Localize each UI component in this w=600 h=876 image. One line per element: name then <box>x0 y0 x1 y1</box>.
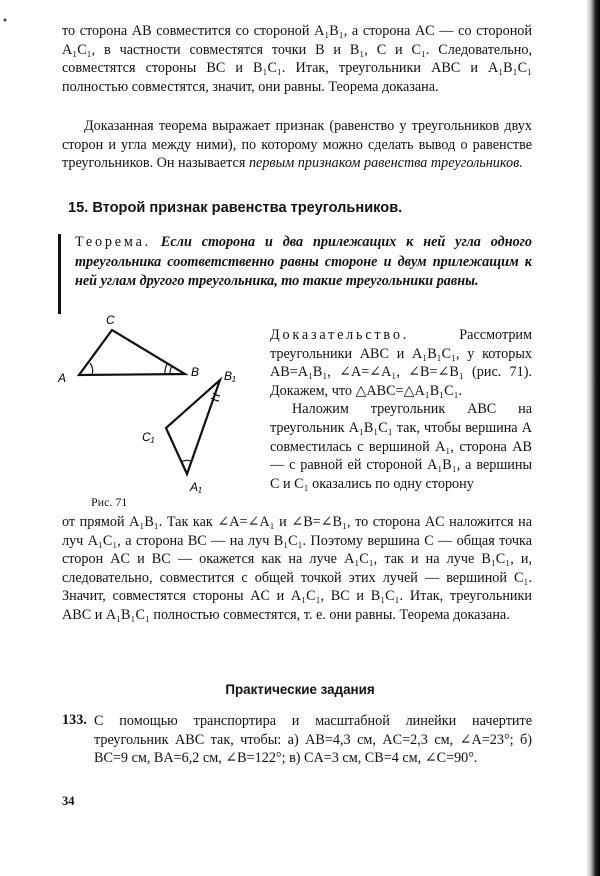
figure-caption: Рис. 71 <box>91 495 128 509</box>
figure-71 <box>50 308 260 493</box>
theorem-block <box>75 233 532 292</box>
section-title: 15. Второй признак равенства треугольников. <box>68 200 403 216</box>
label-a: A <box>58 371 67 385</box>
angle-a-arc <box>90 363 93 375</box>
label-b: B <box>191 365 200 379</box>
proof-continuation: от прямой A₁B₁. Так как ∠A=∠A₁ и ∠B=∠B₁, то сторона AC наложится на луч A₁C₁, а сторона BC — на луч B₁C₁. Поэтому вершина C — общая точка сторон AC и BC — окажется как на луче A₁C₁, так и на луче B₁C₁, и, следовательно, совместится с общей точкой этих лучей — вершиной C₁. Значит, совместятся стороны AC и A₁C₁, BC и B₁C₁. Итак, треугольники ABC и A₁B₁C₁ полностью совместятся, т. е. они равны. Теорема доказана. <box>62 514 532 623</box>
intro-paragraph-2-text: Доказанная теорема выражает признак (равенство у треугольников двух сторон и угла между ними), по которому можно сделать вывод о равенстве треугольников. Он называется <box>62 118 532 172</box>
proof-text-2: Наложим треугольник ABC на треугольник A₁B₁C₁ так, чтобы вершина A совместилась с вершиной A₁, сторона AB — с равной ей стороной A₁B₁, а вершины C и C₁ оказались по одну сторону <box>270 401 532 492</box>
label-c: C <box>106 313 115 327</box>
label-b1: B₁ <box>224 369 236 383</box>
label-a1: A₁ <box>190 480 202 493</box>
proof-label: Доказательство. <box>270 327 410 343</box>
proof-text-1: Рассмотрим треугольники ABC и A₁B₁C₁, у которых AB=A₁B₁, ∠A=∠A₁, ∠B=∠B₁ (рис. 71). Докажем, что △ABC=△A₁B₁C₁. <box>270 327 532 399</box>
label-c1: C₁ <box>142 430 155 444</box>
theorem-margin-bar <box>58 234 61 314</box>
intro-paragraph-1: то сторона AB совместится со стороной A₁B₁, а сторона AC — со стороной A₁C₁, в частности совместятся точки B и B₁, C и C₁. Следовательно, совместятся стороны BC и B₁C₁. Итак, треугольники ABC и A₁B₁C₁ полностью совместятся, значит, они равны. Теорема доказана. <box>62 23 532 95</box>
page-number: 34 <box>62 794 75 808</box>
task-text: С помощью транспортира и масштабной линейки начертите треугольник ABC так, чтобы: а) AB=4,3 см, AC=2,3 см, ∠A=23°; б) BC=9 см, BA=6,2 см, ∠B=122°; в) CA=3 см, CB=4 см, ∠C=90°. <box>94 713 532 767</box>
angle-a1-arc <box>181 460 191 462</box>
task-number: 133. <box>62 712 87 728</box>
triangle-a1b1c1 <box>166 380 220 474</box>
proof-first-paragraph <box>270 326 532 400</box>
proof-intro <box>270 326 532 493</box>
angle-b-arc-2 <box>165 364 167 374</box>
intro-paragraph-2 <box>62 117 532 173</box>
triangle-abc <box>79 330 185 375</box>
scan-speck <box>2 10 8 16</box>
angle-b-arc-1 <box>170 366 172 374</box>
first-criterion-term: первым признаком равенства треугольников. <box>248 155 523 172</box>
theorem-statement: Если сторона и два прилежащих к ней угла одного треугольника соответственно равны стороне и двум прилежащим к ней углам другого треугольника, то такие треугольники равны. <box>75 234 532 290</box>
practice-title: Практические задания <box>225 682 375 697</box>
theorem-label: Теорема. <box>75 234 152 250</box>
page-binding-shadow <box>586 0 600 876</box>
